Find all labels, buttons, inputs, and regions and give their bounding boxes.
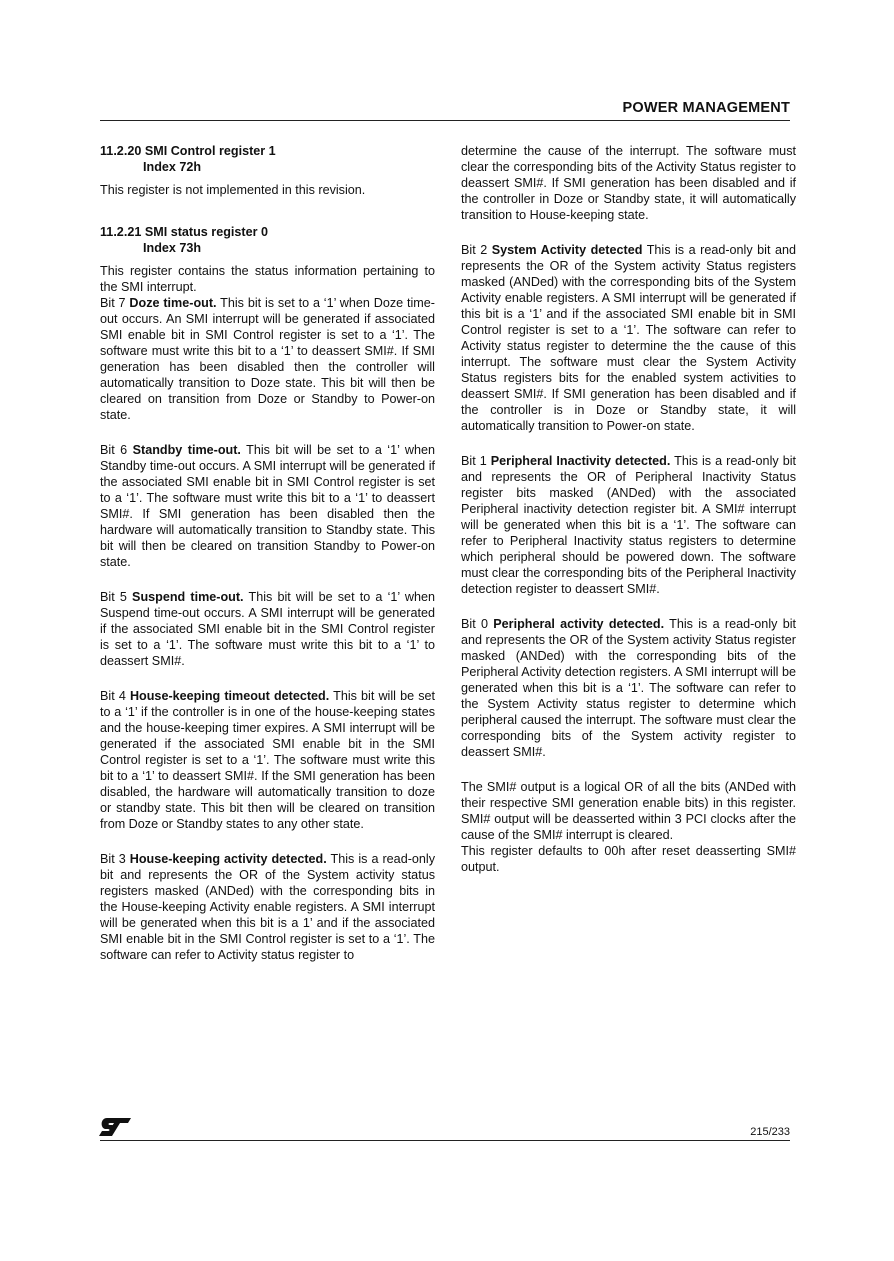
paragraph-bit0: Bit 0 Peripheral activity detected. This is a read-only bit and represents the OR of the System activity Status register masked (ANDed) with the corresponding bits of the Peripheral Activity detection registers. A SMI interrupt will be generated when this bit is a ‘1’. The software can refer to the System Activity status register to determine which peripheral caused the interrupt. The software must clear the corresponding bits of the System activity register to deassert SMI#. <box>461 617 796 759</box>
paragraph-bit7: Bit 7 Doze time-out. This bit is set to a ‘1’ when Doze time-out occurs. An SMI interrupt will be generated if associated SMI enable bit in SMI Control register is set to a ‘1’. The software must write this bit to a ‘1’ to deassert SMI#. If SMI generation has been disabled then the controller will automatically transition to Doze state. This bit will then be cleared on transition from Doze or Standby to Power-on state. <box>100 296 435 422</box>
footer-divider <box>100 1140 790 1141</box>
section-title-smi-control-1: 11.2.20 SMI Control register 1 <box>100 144 276 158</box>
paragraph-bit6: Bit 6 Standby time-out. This bit will be set to a ‘1’ when Standby time-out occurs. A SMI interrupt will be generated if the associated SMI enable bit in SMI Control register is set to a ‘1’. The software must write this bit to a ‘1’ to deassert SMI#. If SMI generation has been disabled then the hardware will automatically transition to Standby state. This bit will then be cleared on transition Standby to Power-on state. <box>100 443 435 569</box>
left-column <box>100 143 435 963</box>
page-number: 215/233 <box>750 1126 790 1138</box>
right-column <box>461 143 796 875</box>
bit2-name: System Activity detected <box>491 243 643 257</box>
bit0-name: Peripheral activity detected. <box>493 617 665 631</box>
paragraph-bit4: Bit 4 House-keeping timeout detected. This bit will be set to a ‘1’ if the controller is in one of the house-keeping states and the house-keeping timer expires. A SMI interrupt will be generated if the associated SMI enable bit in the SMI Control register is set to a ‘1’. The software must write this bit to a ‘1’ to deassert SMI#. If the SMI generation has been disabled, the hardware will automatically transition to doze or standby state. This bit then will be cleared on transition from Doze or Standby states to any other state. <box>100 689 435 831</box>
bit4-name: House-keeping timeout detected. <box>129 689 330 703</box>
st-logo-icon <box>98 1116 134 1138</box>
header-divider <box>100 120 790 121</box>
paragraph-bit2: Bit 2 System Activity detected This is a read-only bit and represents the OR of the System activity Status registers masked (ANDed) with the corresponding bits of the System Activity enable registers. A SMI interrupt will be generated if this bit is a ‘1’ and if the associated SMI enable bit in SMI Control register is set to a ‘1’. The software can refer to Activity status register to determine the the cause of this interrupt. The software must clear the System Activity Status registers bits for the enabled system activities to deassert SMI#. If SMI generation has been disabled and if the controller is in Doze or Standby state, it will automatically transition to Power-on state. <box>461 243 796 433</box>
paragraph-default: This register defaults to 00h after reset deasserting SMI# output. <box>461 844 796 874</box>
bit1-name: Peripheral Inactivity detected. <box>490 454 671 468</box>
section-title-smi-status-0: 11.2.21 SMI status register 0 <box>100 225 269 239</box>
paragraph-bit5: Bit 5 Suspend time-out. This bit will be set to a ‘1’ when Suspend time-out occurs. A SMI interrupt will be generated if the associated SMI enable bit in the SMI Control register is set to a ‘1’. The software must write this bit to a ‘1’ to deassert SMI#. <box>100 590 435 668</box>
bit3-name: House-keeping activity detected. <box>129 852 327 866</box>
paragraph-bit3: Bit 3 House-keeping activity detected. This is a read-only bit and represents the OR of the System activity status registers masked (ANDed) with the corresponding bits in the House-keeping Activity enable registers. A SMI interrupt will be generated when this bit is a 1’ and if the associated SMI enable bit in the SMI Control register is set to a ‘1’. The software can refer to Activity status register to <box>100 852 435 962</box>
paragraph-not-implemented: This register is not implemented in this revision. <box>100 183 366 197</box>
section-index-72h: Index 72h <box>143 160 202 174</box>
section-index-73h: Index 73h <box>143 241 202 255</box>
paragraph-intro: This register contains the status information pertaining to the SMI interrupt. <box>100 264 435 294</box>
paragraph-smi-output: The SMI# output is a logical OR of all the bits (ANDed with their respective SMI generation enable bits) in this register. SMI# output will be deasserted within 3 PCI clocks after the cause of the SMI# interrupt is cleared. <box>461 780 796 842</box>
paragraph-bit1: Bit 1 Peripheral Inactivity detected. This is a read-only bit and represents the OR of Peripheral Inactivity Status register bits masked (ANDed) with the associated Peripheral inactivity detection register bit. A SMI# interrupt will be generated when this bit is a ‘1’. The software can refer to Peripheral Inactivity status registers to determine which peripheral should be powered down. The software must clear the corresponding bits of the Peripheral Inactivity detection register to deassert SMI#. <box>461 454 796 596</box>
bit7-name: Doze time-out. <box>129 296 217 310</box>
paragraph-bit3-continued: determine the cause of the interrupt. The software must clear the corresponding bits of the Activity Status register to deassert SMI#. If SMI generation has been disabled and if the controller in Doze or Standby state, it will automatically transition to House-keeping state. <box>461 144 796 222</box>
section-header-title: POWER MANAGEMENT <box>622 100 790 116</box>
bit5-name: Suspend time-out. <box>132 590 244 604</box>
bit6-name: Standby time-out. <box>132 443 241 457</box>
